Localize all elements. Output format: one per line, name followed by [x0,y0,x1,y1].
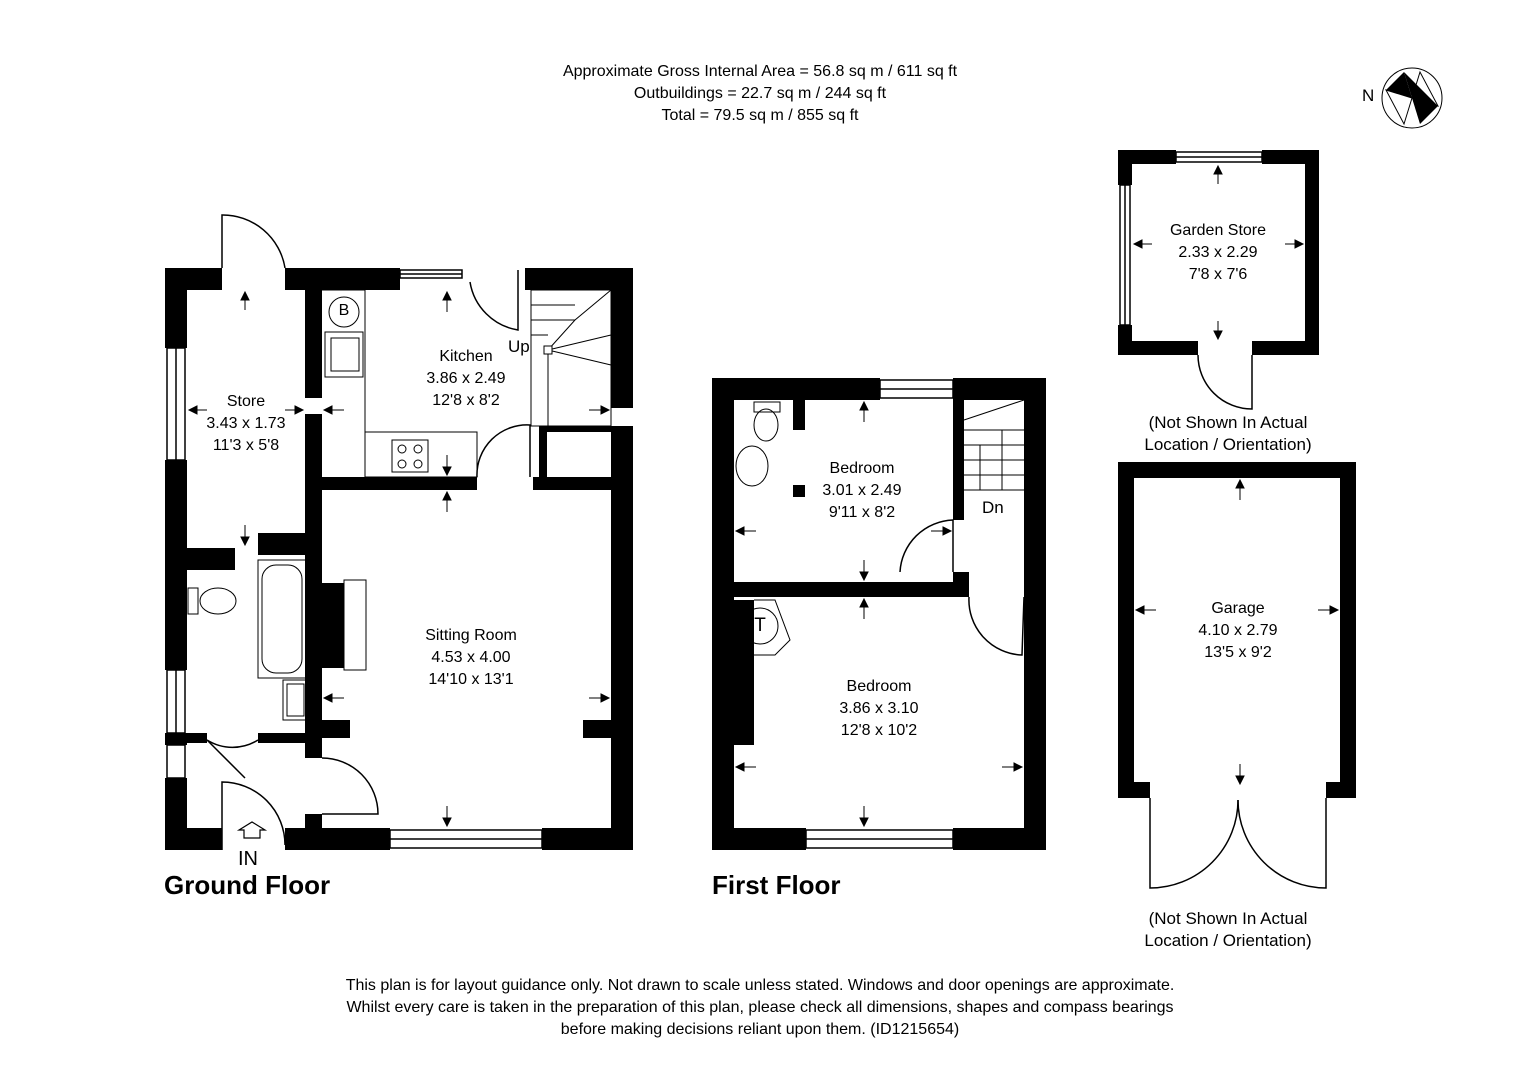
bedroom-2-metric: 3.86 x 3.10 [839,700,919,717]
area-line-2: Outbuildings = 22.7 sq m / 244 sq ft [633,85,887,102]
disclaimer-line-2: Whilst every care is taken in the preparation of this plan, please check all dimensions, shapes and compass bearings [346,999,1174,1016]
bedroom-1-metric: 3.01 x 2.49 [822,482,902,499]
bedroom-1-name: Bedroom [829,460,895,477]
store-name: Store [226,393,266,410]
first-floor-windows [806,380,953,848]
bedroom-1-imperial: 9'11 x 8'2 [828,504,896,521]
kitchen-name: Kitchen [439,348,493,365]
garage-name: Garage [1211,600,1265,617]
store-imperial: 11'3 x 5'8 [212,437,280,454]
garden-store-metric: 2.33 x 2.29 [1178,244,1258,261]
garden-store-door [1198,355,1252,409]
stairs-up-label: Up [508,337,530,356]
sitting-room-name: Sitting Room [425,627,517,644]
kitchen-metric: 3.86 x 2.49 [426,370,506,387]
garden-store-name: Garden Store [1169,222,1267,239]
store-metric: 3.43 x 1.73 [206,415,286,432]
ground-floor-doors [207,215,530,850]
entrance-arrow-icon [239,822,265,838]
kitchen-imperial: 12'8 x 8'2 [432,392,500,409]
first-floor-stairs [964,400,1024,490]
tank-label: T [754,615,766,636]
garage-doors [1150,798,1326,888]
garage-imperial: 13'5 x 9'2 [1204,644,1272,661]
ground-floor-stairs [531,290,611,426]
disclaimer-line-3: before making decisions reliant upon them. (ID1215654) [560,1021,960,1038]
first-floor-title: First Floor [712,870,841,900]
disclaimer-line-1: This plan is for layout guidance only. Not drawn to scale unless stated. Windows and door openings are approximate. [345,977,1175,994]
first-floor-walls [712,378,1046,850]
area-line-1: Approximate Gross Internal Area = 56.8 sq m / 611 sq ft [562,63,958,80]
area-line-3: Total = 79.5 sq m / 855 sq ft [661,107,859,124]
stairs-down-label: Dn [982,498,1004,517]
sitting-room-imperial: 14'10 x 13'1 [428,671,514,688]
compass-north-label: N [1362,86,1375,105]
bedroom-2-name: Bedroom [846,678,912,695]
sitting-room-metric: 4.53 x 4.00 [431,649,511,666]
boiler-label: B [338,302,350,319]
garage-note-1: (Not Shown In Actual [1148,909,1308,928]
garden-store-imperial: 7'8 x 7'6 [1188,266,1248,283]
bedroom-2-imperial: 12'8 x 10'2 [840,722,918,739]
bathroom-fixtures [188,560,308,720]
garden-store-note-1: (Not Shown In Actual [1148,413,1308,432]
garage-note-2: Location / Orientation) [1144,931,1312,950]
entrance-label: IN [238,848,258,870]
fireplace [344,580,366,670]
compass-icon [1382,68,1442,128]
garage-metric: 4.10 x 2.79 [1198,622,1278,639]
garden-store-note-2: Location / Orientation) [1144,435,1312,454]
ground-floor-title: Ground Floor [164,870,331,900]
